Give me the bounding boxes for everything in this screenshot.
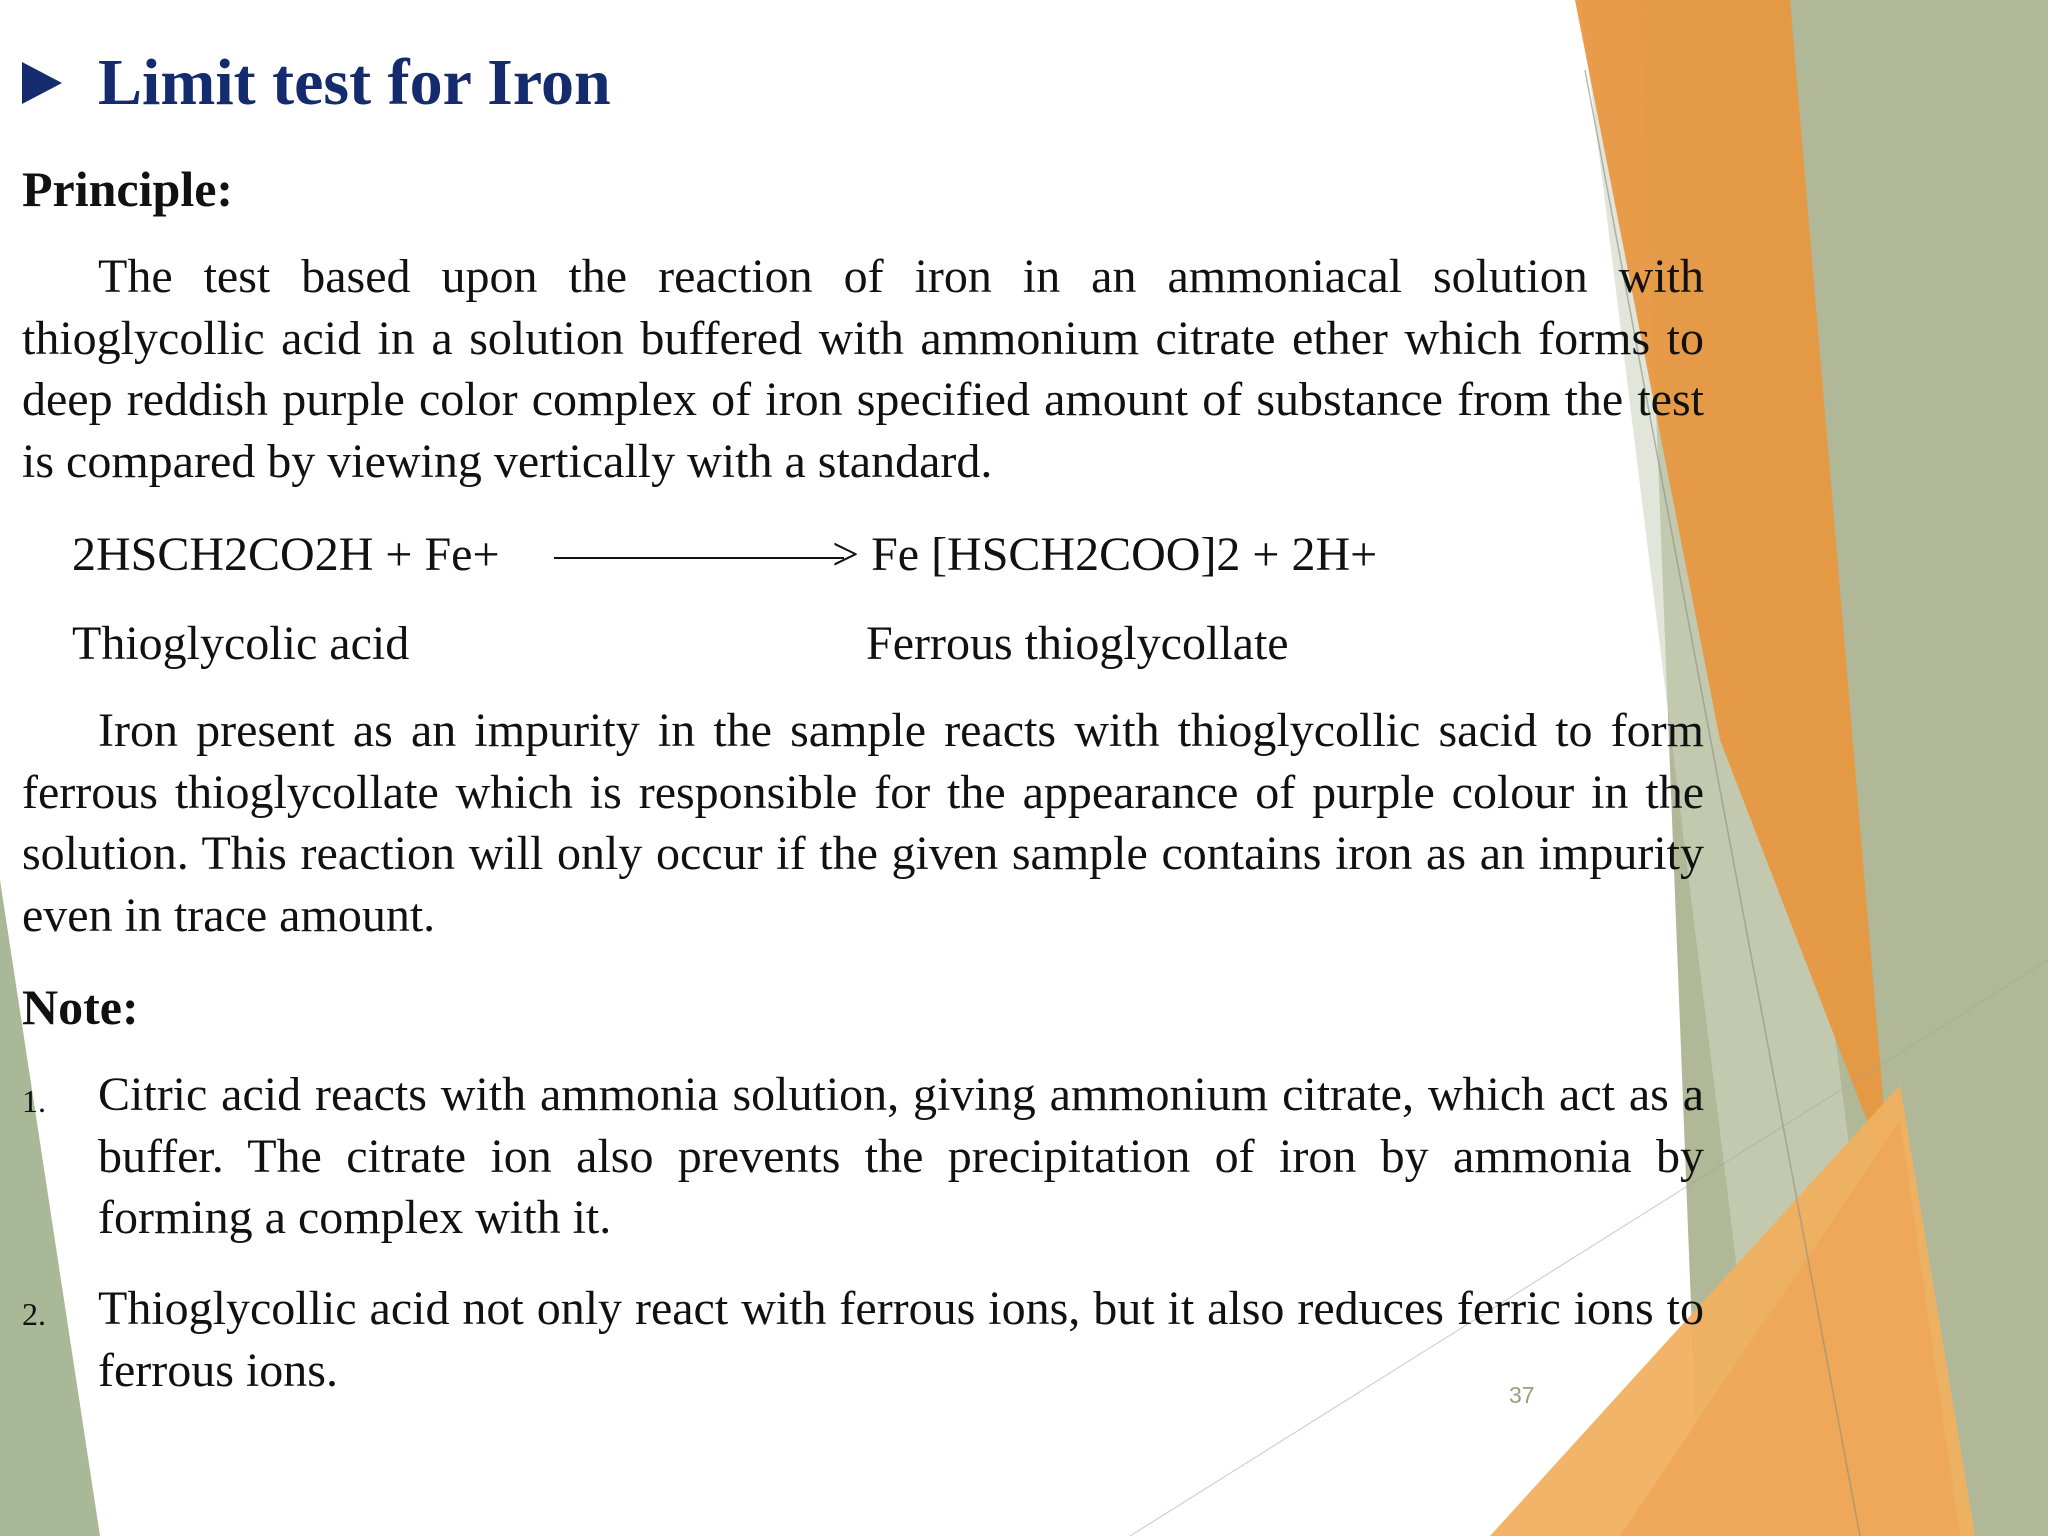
page-number: 37 (1509, 1382, 1535, 1408)
note-item-number-1: 1. (22, 1083, 46, 1119)
note-item-text-1: Citric acid reacts with ammonia solution, giving ammonium citrate, which act as a buffer. The citrate ion also prevents the precipitation of iron by ammonia by forming a complex with it. (98, 1068, 1704, 1244)
note-heading: Note: (22, 979, 139, 1035)
principle-heading: Principle: (22, 161, 234, 217)
slide-title: Limit test for Iron (98, 46, 611, 119)
reaction-arrow-line (554, 557, 844, 559)
equation-products: > Fe [HSCH2COO]2 + 2H+ (832, 528, 1378, 581)
explanation-paragraph: Iron present as an impurity in the sample reacts with thioglycollic sacid to form ferrous thioglycollate which is responsible for the appearance of purple colour in the solution. This reaction will only occur if the given sample contains iron as an impurity even in trace amount. (22, 704, 1704, 942)
equation-reactants: 2HSCH2CO2H + Fe+ (72, 528, 500, 581)
title-row (22, 46, 611, 119)
note-item-number-2: 2. (22, 1296, 46, 1332)
product-name: Ferrous thioglycollate (866, 617, 1289, 670)
right-triangle-bullet-icon (22, 62, 62, 104)
note-item-text-2: Thioglycollic acid not only react with ferrous ions, but it also reduces ferric ions to ferrous ions. (98, 1282, 1704, 1397)
reactant-name: Thioglycolic acid (72, 617, 410, 670)
principle-paragraph: The test based upon the reaction of iron in an ammoniacal solution with thioglycollic acid in a solution buffered with ammonium citrate ether which forms to deep reddish purple color complex of iron specified amount of substance from the test is compared by viewing vertically with a standard. (22, 250, 1704, 488)
